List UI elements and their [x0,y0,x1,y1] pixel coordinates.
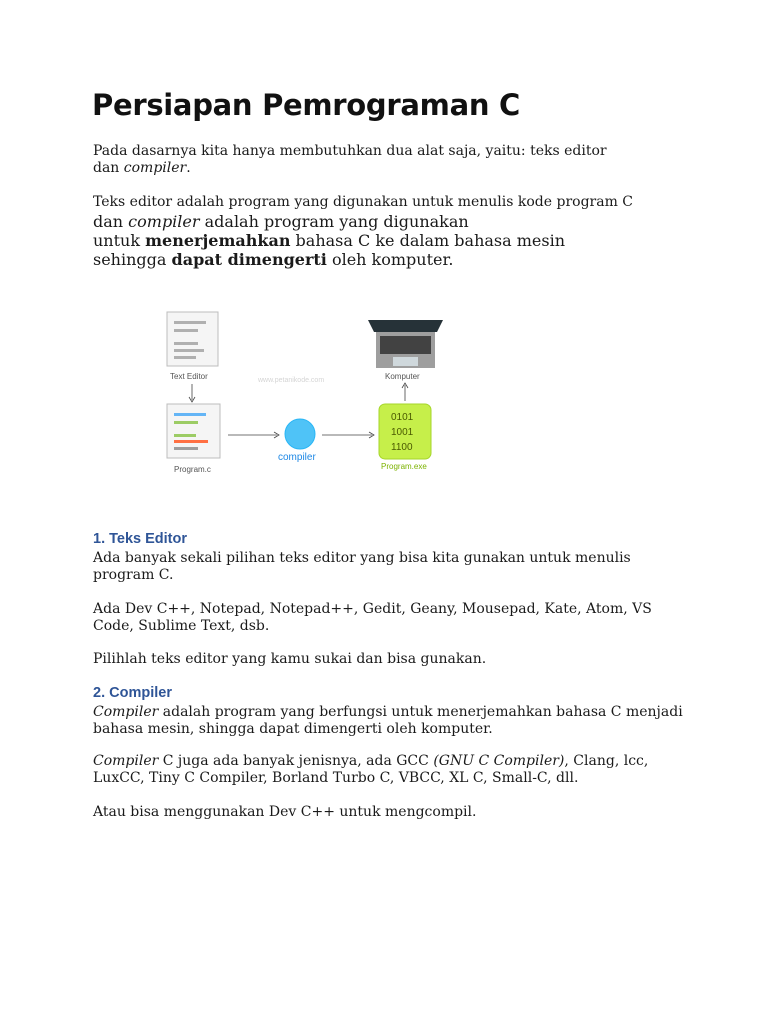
binary-line-2: 1001 [391,427,414,438]
definition-l3-b: bahasa C ke dalam bahasa mesin [290,231,566,250]
diagram-watermark: www.petanikode.com [258,377,325,384]
page-title: Persiapan Pemrograman C [92,88,520,122]
intro-line-2-a: dan [93,160,124,176]
section-2-compiler-term: Compiler [93,704,159,720]
section-1-p2-line-1: Ada Dev C++, Notepad, Notepad++, Gedit, Geany, Mousepad, Kate, Atom, VS [93,601,652,617]
intro-line-2-b: . [186,160,191,176]
program-c-file-icon [167,404,220,458]
section-1-p1-line-1: Ada banyak sekali pilihan teks editor yang bisa kita gunakan untuk menulis [93,550,631,566]
definition-l4-a: sehingga [93,250,172,269]
binary-line-3: 1100 [391,442,413,453]
section-2-gnu-term: (GNU C Compiler) [433,753,565,769]
section-2-p1-rest: adalah program yang berfungsi untuk menerjemahkan bahasa C menjadi [158,704,683,720]
section-2-paragraph-1 [93,704,693,738]
definition-line-3 [93,231,693,250]
definition-l4-b: oleh komputer [326,250,449,269]
definition-line-4 [93,250,693,269]
section-1-heading: 1. Teks Editor [93,531,188,547]
definition-paragraph [93,193,693,269]
section-1-p2-line-2: Code, Sublime Text, dsb. [93,618,270,634]
text-editor-label: Text Editor [170,372,208,381]
definition-l3-a: untuk [93,231,146,250]
definition-line-2 [93,212,693,231]
program-exe-label: Program.exe [381,462,427,471]
section-2-p2-rest: C juga ada banyak jenisnya, ada GCC [158,753,434,769]
section-2-paragraph-3: Atau bisa menggunakan Dev C++ untuk mengcompil. [93,804,477,820]
section-2-heading: 2. Compiler [93,685,172,701]
section-2-p1-line-2: bahasa mesin, shingga dapat dimengerti oleh komputer. [93,721,493,737]
binary-line-1: 0101 [391,412,414,423]
definition-bold-understood: dapat dimengerti [171,250,327,269]
program-c-label: Program.c [174,465,211,474]
laptop-icon [368,320,443,368]
text-editor-icon [167,312,218,366]
section-1-p1-line-2: program C. [93,567,174,583]
definition-compiler-term: compiler [128,212,200,231]
intro-paragraph [93,143,693,177]
compiler-circle-icon [285,419,315,449]
definition-bold-translate: menerjemahkan [145,231,291,250]
definition-l2-b: adalah program yang digunakan [199,212,469,231]
definition-l4-c: . [448,250,454,269]
section-2-p2-compiler-term: Compiler [93,753,159,769]
section-1-paragraph-2 [93,601,693,635]
section-2-p2-rest-2: , Clang, lcc, [564,753,649,769]
komputer-label: Komputer [385,372,420,381]
compiler-label: compiler [278,452,316,463]
definition-line-1: Teks editor adalah program yang digunakan untuk menulis kode program C [93,194,634,210]
definition-l2-a: dan [93,212,129,231]
compilation-diagram [160,306,460,486]
section-2-paragraph-2 [93,753,693,787]
intro-line-1: Pada dasarnya kita hanya membutuhkan dua alat saja, yaitu: teks editor [93,143,607,159]
section-1-paragraph-1 [93,550,693,584]
intro-compiler-term: compiler [123,160,187,176]
section-1-paragraph-3: Pilihlah teks editor yang kamu sukai dan bisa gunakan. [93,651,487,667]
section-2-p2-line-2: LuxCC, Tiny C Compiler, Borland Turbo C, VBCC, XL C, Small-C, dll. [93,770,579,786]
